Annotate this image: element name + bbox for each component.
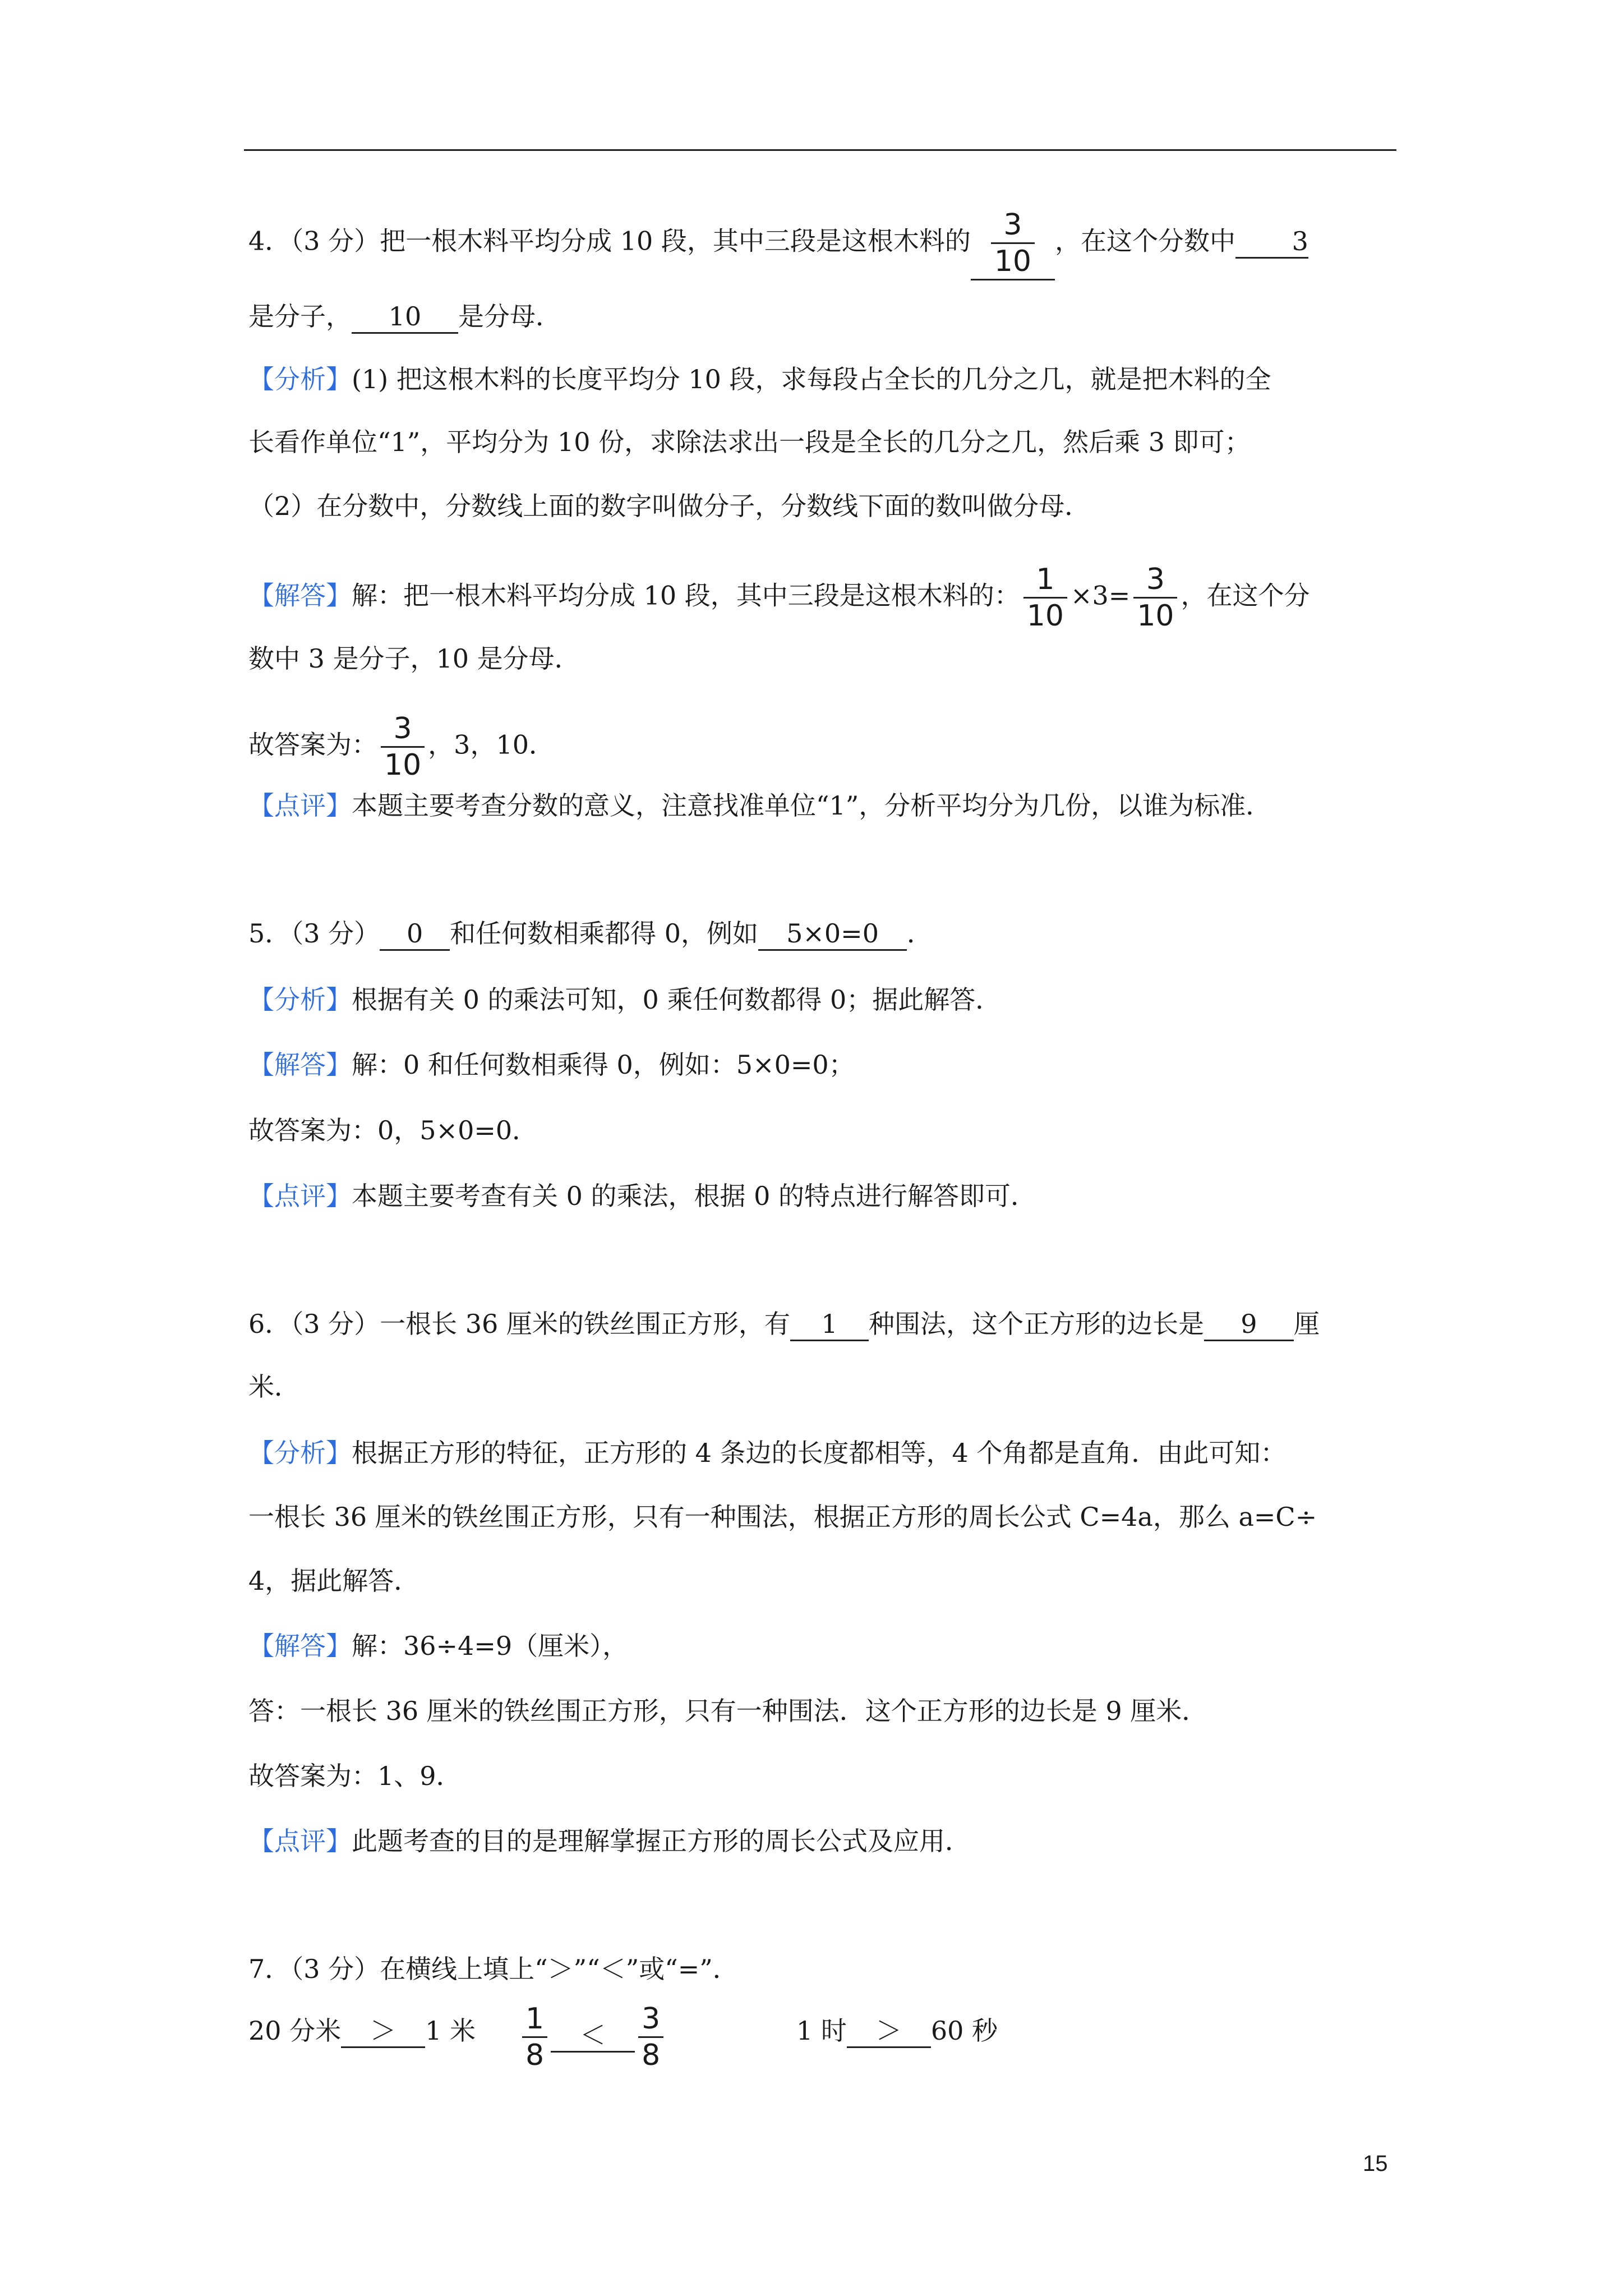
- q4-stem-text-c: 是分子，: [248, 301, 352, 332]
- q5-comment-line: [248, 1179, 1036, 1213]
- answer-label: 故答案为：: [248, 729, 377, 760]
- q4-solution-line-1: [248, 562, 1310, 633]
- q5-analysis-line: [248, 983, 1001, 1016]
- q5-solution-line: [248, 1048, 855, 1082]
- fraction-denominator: 10: [1137, 599, 1174, 633]
- q4-answer-rest: ，3，10．: [428, 729, 555, 760]
- q4-comment-line: [248, 789, 1271, 822]
- fraction-numerator: 3: [642, 2002, 661, 2036]
- q5-blank-1: 0: [380, 918, 450, 951]
- q4-stem-text-d: 是分母．: [458, 301, 561, 332]
- q7-c2-left-fraction: [522, 2001, 547, 2073]
- q6-analysis-text-3: 4，据此解答．: [248, 1566, 420, 1596]
- analysis-tag: 【分析】: [248, 1438, 352, 1468]
- analysis-tag: 【分析】: [248, 984, 352, 1015]
- q5-stem-text: 5．（3 分）: [248, 918, 380, 949]
- q4-analysis-line-2: [248, 425, 1251, 459]
- q6-solution-text: 解：36÷4=9（厘米），: [352, 1631, 629, 1661]
- q6-analysis-text-2: 一根长 36 厘米的铁丝围正方形，只有一种围法，根据正方形的周长公式 C=4a，那么 a=C÷: [248, 1502, 1317, 1532]
- solution-tag: 【解答】: [248, 1631, 352, 1661]
- analysis-tag: 【分析】: [248, 364, 352, 394]
- q4-analysis-text-1: (1) 把这根木料的长度平均分 10 段，求每段占全长的几分之几，就是把木料的全: [352, 364, 1271, 394]
- q4-analysis-text-2: 长看作单位“1”，平均分为 10 份，求除法求出一段是全长的几分之几，然后乘 3 即可；: [248, 427, 1251, 457]
- q5-solution-text: 解：0 和任何数相乘得 0，例如：5×0=0；: [352, 1050, 855, 1080]
- comment-tag: 【点评】: [248, 1826, 352, 1856]
- q7-c3-right: 60 秒: [930, 2016, 998, 2046]
- q5-answer-text: 故答案为：0，5×0=0．: [248, 1115, 538, 1145]
- q6-stem-text-c: 厘: [1293, 1309, 1320, 1339]
- q7-compare-2: [519, 2001, 667, 2073]
- fraction-denominator: 8: [642, 2039, 661, 2072]
- q6-blank-2: 9: [1204, 1308, 1294, 1341]
- fraction-denominator: 10: [384, 748, 422, 782]
- q5-blank-2: 5×0=0: [758, 918, 907, 951]
- q4-stem-text-b: ，在这个分数中: [1054, 226, 1235, 256]
- solution-tag: 【解答】: [248, 1050, 352, 1080]
- q6-stem-text-b: 种围法，这个正方形的边长是: [868, 1309, 1204, 1339]
- q4-solution-fraction-1: [1023, 562, 1067, 633]
- fraction-numerator: 1: [1036, 563, 1055, 596]
- fraction-numerator: 3: [1003, 208, 1022, 242]
- q4-stem-line-1: [248, 208, 1308, 280]
- q4-solution-text-2: 数中 3 是分子，10 是分母．: [248, 643, 580, 674]
- q7-c2-blank: ＜: [551, 2019, 635, 2053]
- q5-answer-line: [248, 1114, 538, 1147]
- q7-stem-line: [248, 1952, 739, 1986]
- q6-analysis-line-2: [248, 1500, 1317, 1534]
- q6-stem-line-1: [248, 1307, 1320, 1341]
- q4-analysis-text-3: （2）在分数中，分数线上面的数字叫做分子，分数线下面的数叫做分母．: [248, 491, 1091, 521]
- q4-answer-line: [248, 711, 555, 783]
- fraction-denominator: 10: [994, 245, 1032, 278]
- q4-answer-fraction-final: [381, 711, 425, 783]
- q6-comment-text: 此题考查的目的是理解掌握正方形的周长公式及应用．: [352, 1826, 971, 1856]
- fraction-denominator: 8: [525, 2039, 545, 2072]
- q4-stem-text: 4．（3 分）把一根木料平均分成 10 段，其中三段是这根木料的: [248, 226, 971, 256]
- solution-tag: 【解答】: [248, 580, 352, 611]
- q4-times-operator: ×3=: [1070, 580, 1131, 611]
- q4-blank-fraction: [971, 208, 1055, 280]
- q7-c2-right-fraction: [638, 2001, 663, 2073]
- fraction-denominator: 10: [1026, 599, 1064, 633]
- q6-answer-line: [248, 1759, 462, 1793]
- q4-answer-fraction: [991, 208, 1035, 279]
- q6-analysis-text-1: 根据正方形的特征，正方形的 4 条边的长度都相等，4 个角都是直角．由此可知：: [352, 1438, 1287, 1468]
- page-number: 15: [1363, 2151, 1388, 2176]
- q7-c1-left: 20 分米: [248, 2016, 342, 2046]
- fraction-numerator: 3: [1146, 563, 1165, 596]
- q7-c3-left: 1 时: [796, 2016, 847, 2046]
- q5-analysis-text: 根据有关 0 的乘法可知，0 乘任何数都得 0；据此解答．: [352, 984, 1002, 1015]
- q4-solution-text: 解：把一根木料平均分成 10 段，其中三段是这根木料的：: [352, 580, 1020, 611]
- q6-comment-line: [248, 1824, 971, 1858]
- q4-solution-line-2: [248, 642, 580, 675]
- q5-stem-line: [248, 917, 933, 951]
- q7-compare-3: [796, 2014, 998, 2048]
- q4-analysis-line-3: [248, 489, 1090, 523]
- q6-reply-line: [248, 1694, 1207, 1728]
- q4-blank-numerator: 3: [1235, 226, 1308, 259]
- q6-stem-text: 6．（3 分）一根长 36 厘米的铁丝围正方形，有: [248, 1309, 790, 1339]
- q7-c1-right: 1 米: [425, 2016, 476, 2046]
- q6-stem-line-2: [248, 1370, 300, 1404]
- q7-c3-blank: ＞: [847, 2015, 931, 2048]
- q6-stem-text-2: 米．: [248, 1372, 300, 1402]
- q4-solution-fraction-2: [1133, 562, 1177, 633]
- q6-solution-line: [248, 1629, 628, 1663]
- comment-tag: 【点评】: [248, 1181, 352, 1211]
- q6-reply-text: 答：一根长 36 厘米的铁丝围正方形，只有一种围法．这个正方形的边长是 9 厘米．: [248, 1696, 1208, 1726]
- q5-stem-text-b: 和任何数相乘都得 0，例如: [450, 918, 759, 949]
- comment-tag: 【点评】: [248, 790, 352, 821]
- q6-analysis-line-3: [248, 1564, 419, 1598]
- q4-analysis-line-1: [248, 362, 1271, 396]
- q4-stem-line-2: [248, 300, 561, 334]
- fraction-numerator: 3: [393, 712, 412, 746]
- fraction-numerator: 1: [525, 2002, 545, 2036]
- q5-comment-text: 本题主要考查有关 0 的乘法，根据 0 的特点进行解答即可．: [352, 1181, 1037, 1211]
- q5-stem-text-c: ．: [907, 918, 933, 949]
- q6-blank-1: 1: [790, 1308, 869, 1341]
- q4-blank-denominator: 10: [352, 301, 458, 334]
- q6-analysis-line-1: [248, 1436, 1286, 1470]
- q7-stem-text: 7．（3 分）在横线上填上“＞”“＜”或“=”．: [248, 1954, 739, 1984]
- q7-c1-blank: ＞: [341, 2015, 425, 2048]
- header-rule: [244, 149, 1396, 151]
- q4-solution-text-b: ，在这个分: [1181, 580, 1310, 611]
- q6-answer-text: 故答案为：1、9．: [248, 1761, 462, 1791]
- q4-comment-text: 本题主要考查分数的意义，注意找准单位“1”，分析平均分为几份，以谁为标准．: [352, 790, 1272, 821]
- q7-compare-1: [248, 2014, 476, 2048]
